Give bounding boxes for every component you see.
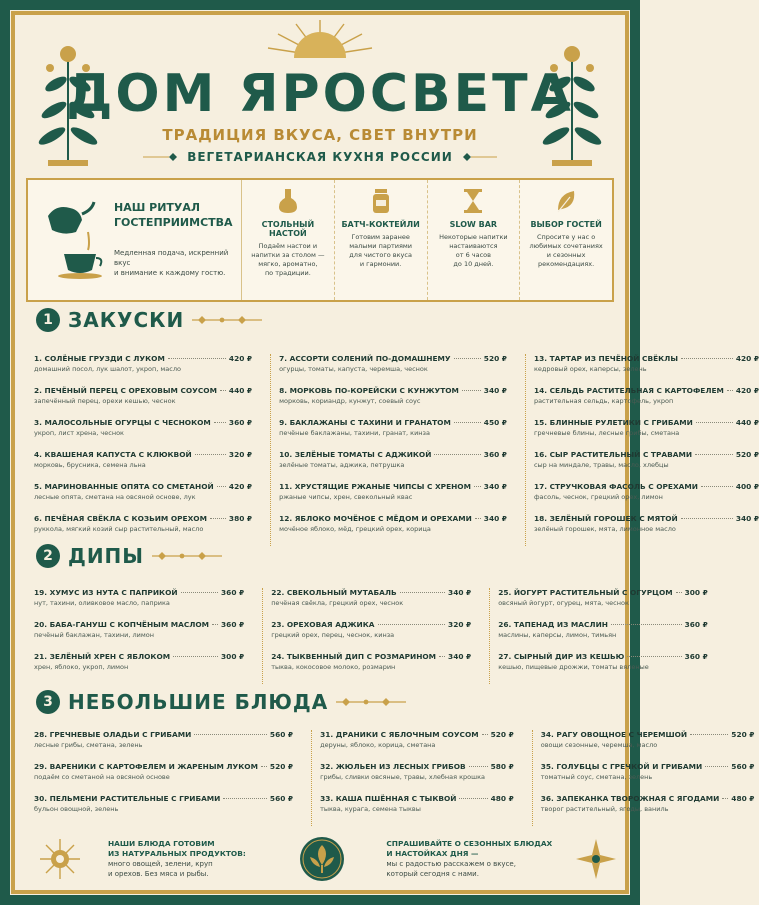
menu-item [34, 794, 293, 826]
menu-item [279, 354, 507, 386]
ornament-divider-icon [152, 551, 222, 561]
dish-name: 10. ЗЕЛЁНЫЕ ТОМАТЫ С АДЖИКОЙ [279, 450, 432, 459]
dish-name: 32. ЖЮЛЬЕН ИЗ ЛЕСНЫХ ГРИБОВ [320, 762, 466, 771]
section-heading [36, 690, 406, 714]
menu-footer [22, 830, 618, 888]
leader-dots [701, 486, 733, 487]
menu-item [271, 588, 471, 620]
menu-item [320, 730, 514, 762]
dish-description: растительная сельдь, картофель, укроп [533, 397, 674, 405]
footer-right-title2: И НАСТОЙКАХ ДНЯ — [386, 849, 479, 858]
menu-column [34, 354, 252, 546]
dish-price: 380 ₽ [228, 514, 253, 523]
leader-dots [195, 454, 226, 455]
section-title: ЗАКУСКИ [68, 308, 185, 332]
decanter-icon [276, 188, 300, 214]
dish-name: 7. АССОРТИ СОЛЕНИЙ ПО-ДОМАШНЕМУ [279, 354, 451, 363]
leader-dots [212, 624, 218, 625]
section-number: 2 [36, 544, 60, 568]
leader-dots [705, 766, 728, 767]
dish-description: печёные баклажаны, тахини, гранат, кинза [279, 429, 430, 437]
dish-description: зелёные томаты, аджика, петрушка [279, 461, 405, 469]
feature-title: ВЫБОР ГОСТЕЙ [530, 220, 602, 229]
menu-item [320, 794, 514, 826]
menu-item [34, 762, 293, 794]
leader-dots [454, 422, 481, 423]
menu-item [534, 418, 759, 450]
dish-price: 420 ₽ [735, 386, 759, 395]
dish-description: мочёное яблоко, мёд, грецкий орех, корица [279, 525, 431, 533]
menu-header [22, 18, 618, 170]
section-number: 3 [36, 690, 60, 714]
feature-desc-line: рекомендациях. [538, 260, 595, 268]
ornament-divider-icon [192, 315, 262, 325]
footer-seasonal-note [386, 839, 568, 879]
feature-desc-line: Подаём настои и [258, 242, 318, 250]
menu-item [320, 762, 514, 794]
leader-dots [168, 358, 226, 359]
dish-name: 29. ВАРЕНИКИ С КАРТОФЕЛЕМ И ЖАРЕНЫМ ЛУКОМ [34, 762, 258, 771]
dish-description: огурцы, томаты, капуста, черемша, чеснок [279, 365, 428, 373]
hospitality-ritual-box [26, 178, 614, 302]
ritual-intro [28, 180, 242, 300]
dish-description: овощи сезонные, черемша, масло [540, 741, 658, 749]
menu-grid [34, 730, 755, 826]
menu-item [534, 514, 759, 546]
menu-item [279, 386, 507, 418]
ritual-title-line1: НАШ РИТУАЛ [114, 201, 201, 214]
feature-desc-line: до 10 дней. [453, 260, 494, 268]
dish-price: 300 ₽ [221, 652, 245, 661]
dish-description: зелёный горошек, мята, лимонное масло [533, 525, 676, 533]
dish-description: руккола, мягкий козий сыр растительный, масло [34, 525, 204, 533]
ritual-desc-line2: и внимание к каждому гостю. [114, 269, 226, 277]
diamond-ornament-icon [143, 152, 177, 162]
menu-item [534, 354, 759, 386]
dish-description: грибы, сливки овсяные, травы, хлебная крошка [320, 773, 486, 781]
dish-price: 440 ₽ [735, 418, 759, 427]
feature-desc-line: настаиваются [449, 242, 498, 250]
dish-name: 19. ХУМУС ИЗ НУТА С ПАПРИКОЙ [34, 588, 178, 597]
feature-table-infusion [242, 180, 335, 300]
dish-name: 24. ТЫКВЕННЫЙ ДИП С РОЗМАРИНОМ [271, 652, 437, 661]
dish-price: 340 ₽ [483, 386, 507, 395]
menu-item [34, 730, 293, 762]
leader-dots [454, 358, 481, 359]
dish-name: 15. БЛИННЫЕ РУЛЕТИКИ С ГРИБАМИ [533, 418, 693, 427]
section-heading [36, 308, 262, 332]
feature-desc-line: от 6 часов [455, 251, 491, 259]
leader-dots [462, 390, 481, 391]
dish-description: ржаные чипсы, хрен, свекольный квас [279, 493, 413, 501]
leader-dots [217, 486, 226, 487]
leader-dots [400, 592, 445, 593]
feature-desc-line: любимых сочетаниях [529, 242, 603, 250]
feature-guest-choice [520, 180, 612, 300]
dish-name: 9. БАКЛАЖАНЫ С ТАХИНИ И ГРАНАТОМ [279, 418, 451, 427]
dish-price: 420 ₽ [735, 354, 759, 363]
dish-description: кедровый орех, каперсы, зелень [533, 365, 647, 373]
dish-price: 360 ₽ [483, 450, 507, 459]
section-heading [36, 544, 222, 568]
dish-name: 17. СТРУЧКОВАЯ ФАСОЛЬ С ОРЕХАМИ [533, 482, 698, 491]
jar-icon [369, 188, 393, 214]
leader-dots [459, 798, 487, 799]
dish-description: сыр на миндале, травы, масло, хлебцы [533, 461, 669, 469]
dish-description: запечённый перец, орехи кешью, чеснок [34, 397, 176, 405]
leader-dots [469, 766, 488, 767]
dish-description: кешью, пищевые дрожжи, томаты вяленые [498, 663, 649, 671]
leader-dots [627, 656, 681, 657]
restaurant-subtitle: ТРАДИЦИЯ ВКУСА, СВЕТ ВНУТРИ [162, 126, 478, 144]
dish-description: морковь, брусника, семена льна [34, 461, 146, 469]
menu-item [279, 450, 507, 482]
dish-description: овсяный йогурт, огурец, мята, чеснок [498, 599, 629, 607]
dish-name: 22. СВЕКОЛЬНЫЙ МУТАБАЛЬ [271, 588, 397, 597]
dish-description: укроп, лист хрена, чеснок [34, 429, 124, 437]
menu-item [541, 730, 755, 762]
menu-grid [34, 354, 759, 546]
feature-desc-line: малыми партиями [349, 242, 413, 250]
dish-price: 520 ₽ [731, 730, 755, 739]
footer-right-text1: мы с радостью расскажем о вкусе, [386, 860, 516, 868]
cuisine-label: ВЕГЕТАРИАНСКАЯ КУХНЯ РОССИИ [187, 150, 453, 164]
sunrise-icon [260, 18, 380, 58]
dish-price: 360 ₽ [221, 588, 245, 597]
dish-price: 520 ₽ [483, 354, 507, 363]
menu-column [525, 354, 759, 546]
dish-description: творог растительный, ягоды, ваниль [540, 805, 669, 813]
dish-name: 25. ЙОГУРТ РАСТИТЕЛЬНЫЙ С ОГУРЦОМ [498, 588, 673, 597]
dish-name: 28. ГРЕЧНЕВЫЕ ОЛАДЬИ С ГРИБАМИ [34, 730, 192, 739]
dish-price: 400 ₽ [735, 482, 759, 491]
menu-column [489, 588, 708, 684]
dish-description: маслины, каперсы, лимон, тимьян [498, 631, 617, 639]
dish-description: томатный соус, сметана, зелень [540, 773, 653, 781]
feature-title: БАТЧ-КОКТЕЙЛИ [341, 220, 420, 229]
dish-price: 520 ₽ [269, 762, 294, 771]
diamond-ornament-icon [463, 152, 497, 162]
dish-name: 30. ПЕЛЬМЕНИ РАСТИТЕЛЬНЫЕ С ГРИБАМИ [34, 794, 221, 803]
ritual-desc-line1: Медленная подача, искренний вкус [114, 249, 229, 267]
feature-desc-line: по традиции. [264, 269, 311, 277]
menu-column [311, 730, 514, 826]
restaurant-title: ДОМ ЯРОСВЕТА [66, 64, 574, 124]
leader-dots [439, 656, 445, 657]
leader-dots [214, 422, 226, 423]
dish-name: 26. ТАПЕНАД ИЗ МАСЛИН [498, 620, 608, 629]
feature-slow-bar [428, 180, 521, 300]
menu-item [534, 450, 759, 482]
sun-ornament-icon [574, 837, 618, 881]
dish-description: тыква, кокосовое молоко, розмарин [271, 663, 396, 671]
footer-natural-products [108, 839, 262, 879]
leader-dots [220, 390, 226, 391]
menu-item [279, 418, 507, 450]
leader-dots [482, 734, 488, 735]
dish-name: 33. КАША ПШЁННАЯ С ТЫКВОЙ [320, 794, 457, 803]
menu-item [541, 762, 755, 794]
feature-title: СТОЛЬНЫЙ НАСТОЙ [261, 220, 315, 238]
menu-column [270, 354, 507, 546]
dish-description: подаём со сметаной на овсяной основе [34, 773, 170, 781]
menu-column [34, 730, 293, 826]
dish-description: грецкий орех, перец, чеснок, кинза [271, 631, 395, 639]
menu-item [34, 588, 244, 620]
dish-price: 420 ₽ [228, 354, 253, 363]
dish-price: 340 ₽ [448, 652, 472, 661]
dish-description: тыква, курага, семена тыквы [320, 805, 421, 813]
dish-name: 2. ПЕЧЁНЫЙ ПЕРЕЦ С ОРЕХОВЫМ СОУСОМ [34, 386, 217, 395]
dish-name: 3. МАЛОСОЛЬНЫЕ ОГУРЦЫ С ЧЕСНОКОМ [34, 418, 211, 427]
menu-page [22, 18, 759, 888]
menu-item [34, 620, 244, 652]
dish-price: 480 ₽ [731, 794, 755, 803]
menu-item [279, 514, 507, 546]
dish-name: 35. ГОЛУБЦЫ С ГРЕЧКОЙ И ГРИБАМИ [540, 762, 703, 771]
dish-price: 520 ₽ [490, 730, 514, 739]
sun-ornament-icon [38, 837, 82, 881]
leader-dots [727, 390, 733, 391]
ornament-divider-icon [336, 697, 406, 707]
dish-price: 340 ₽ [448, 588, 472, 597]
dish-price: 360 ₽ [221, 620, 245, 629]
menu-item [279, 482, 507, 514]
footer-left-title2: ИЗ НАТУРАЛЬНЫХ ПРОДУКТОВ: [108, 849, 246, 858]
dish-name: 4. КВАШЕНАЯ КАПУСТА С КЛЮКВОЙ [34, 450, 192, 459]
section-title: НЕБОЛЬШИЕ БЛЮДА [68, 690, 329, 714]
dish-price: 340 ₽ [735, 514, 759, 523]
dish-price: 480 ₽ [490, 794, 514, 803]
menu-item [34, 418, 252, 450]
menu-item [498, 588, 708, 620]
section-number: 1 [36, 308, 60, 332]
leader-dots [676, 592, 682, 593]
footer-left-title1: НАШИ БЛЮДА ГОТОВИМ [108, 839, 215, 848]
dish-description: деруны, яблоко, корица, сметана [320, 741, 436, 749]
dish-description: лесные опята, сметана на овсяной основе, лук [34, 493, 196, 501]
dish-description: бульон овощной, зелень [34, 805, 119, 813]
dish-name: 11. ХРУСТЯЩИЕ РЖАНЫЕ ЧИПСЫ С ХРЕНОМ [279, 482, 471, 491]
hourglass-icon [461, 188, 485, 214]
feature-desc-line: мягко, ароматно, [258, 260, 318, 268]
menu-item [534, 386, 759, 418]
leaf-emblem-icon [298, 835, 346, 883]
menu-column [34, 588, 244, 684]
dish-name: 5. МАРИНОВАННЫЕ ОПЯТА СО СМЕТАНОЙ [34, 482, 214, 491]
leader-dots [611, 624, 682, 625]
leaf-icon [554, 188, 578, 214]
dish-price: 360 ₽ [684, 652, 708, 661]
feature-desc-line: для чистого вкуса [349, 251, 412, 259]
dish-description: печёный баклажан, тахини, лимон [34, 631, 154, 639]
dish-description: морковь, кориандр, кунжут, соевый соус [279, 397, 421, 405]
dish-name: 23. ОРЕХОВАЯ АДЖИКА [271, 620, 375, 629]
dish-price: 360 ₽ [228, 418, 253, 427]
dish-price: 300 ₽ [684, 588, 708, 597]
dish-price: 420 ₽ [228, 482, 253, 491]
dish-price: 320 ₽ [448, 620, 472, 629]
leader-dots [210, 518, 226, 519]
leader-dots [690, 734, 728, 735]
menu-column [262, 588, 471, 684]
dish-name: 12. ЯБЛОКО МОЧЁНОЕ С МЁДОМ И ОРЕХАМИ [279, 514, 472, 523]
menu-item [34, 514, 252, 546]
dish-name: 36. ЗАПЕКАНКА ТВОРОЖНАЯ С ЯГОДАМИ [540, 794, 720, 803]
dish-name: 27. СЫРНЫЙ ДИР ИЗ КЕШЬЮ [498, 652, 625, 661]
leader-dots [173, 656, 218, 657]
leader-dots [181, 592, 218, 593]
section-title: ДИПЫ [68, 544, 145, 568]
menu-item [534, 482, 759, 514]
dish-price: 340 ₽ [483, 514, 507, 523]
dish-description: хрен, яблоко, укроп, лимон [34, 663, 129, 671]
ritual-title-line2: ГОСТЕПРИИМСТВА [114, 216, 233, 229]
menu-item [34, 386, 252, 418]
dish-price: 450 ₽ [483, 418, 507, 427]
leader-dots [696, 422, 733, 423]
leader-dots [475, 518, 481, 519]
dish-description: лесные грибы, сметана, зелень [34, 741, 143, 749]
dish-name: 16. СЫР РАСТИТЕЛЬНЫЙ С ТРАВАМИ [533, 450, 693, 459]
dish-description: гречневые блины, лесные грибы, сметана [533, 429, 680, 437]
feature-desc-line: Спросите у нас о [536, 233, 596, 241]
cuisine-line [22, 150, 618, 164]
menu-column [532, 730, 755, 826]
dish-price: 360 ₽ [684, 620, 708, 629]
feature-desc-line: напитки за столом — [251, 251, 325, 259]
menu-item [34, 482, 252, 514]
footer-left-text2: и орехов. Без мяса и рыбы. [108, 870, 209, 878]
leader-dots [194, 734, 267, 735]
leader-dots [681, 518, 733, 519]
leader-dots [695, 454, 733, 455]
leader-dots [722, 798, 728, 799]
feature-title: SLOW BAR [449, 220, 498, 229]
dish-price: 340 ₽ [483, 482, 507, 491]
feature-desc-line: Некоторые напитки [439, 233, 508, 241]
leader-dots [434, 454, 480, 455]
menu-item [34, 354, 252, 386]
dish-price: 560 ₽ [269, 730, 294, 739]
feature-desc-line: и сезонных [546, 251, 586, 259]
dish-name: 21. ЗЕЛЁНЫЙ ХРЕН С ЯБЛОКОМ [34, 652, 171, 661]
feature-desc-line: и гармонии. [359, 260, 402, 268]
dish-name: 34. РАГУ ОВОЩНОЕ С ЧЕРЕМШОЙ [540, 730, 688, 739]
menu-grid [34, 588, 708, 684]
dish-name: 8. МОРКОВЬ ПО-КОРЕЙСКИ С КУНЖУТОМ [279, 386, 459, 395]
leader-dots [474, 486, 481, 487]
dish-description: домашний посол, лук шалот, укроп, масло [34, 365, 181, 373]
dish-price: 580 ₽ [490, 762, 514, 771]
dish-description: нут, тахини, оливковое масло, паприка [34, 599, 170, 607]
menu-item [34, 652, 244, 684]
dish-price: 440 ₽ [228, 386, 253, 395]
dish-description: фасоль, чеснок, грецкий орех, лимон [533, 493, 663, 501]
menu-item [498, 652, 708, 684]
dish-name: 13. ТАРТАР ИЗ ПЕЧЁНОЙ СВЁКЛЫ [533, 354, 678, 363]
feature-batch-cocktails [335, 180, 428, 300]
dish-name: 6. ПЕЧЁНАЯ СВЁКЛА С КОЗЬИМ ОРЕХОМ [34, 514, 207, 523]
menu-item [541, 794, 755, 826]
leader-dots [261, 766, 267, 767]
dish-name: 20. БАБА-ГАНУШ С КОПЧЁНЫМ МАСЛОМ [34, 620, 210, 629]
dish-name: 1. СОЛЁНЫЕ ГРУЗДИ С ЛУКОМ [34, 354, 165, 363]
leader-dots [378, 624, 446, 625]
dish-name: 14. СЕЛЬДЬ РАСТИТЕЛЬНАЯ С КАРТОФЕЛЕМ [533, 386, 724, 395]
feature-desc-line: Готовим заранее [351, 233, 410, 241]
leader-dots [681, 358, 733, 359]
dish-price: 320 ₽ [228, 450, 253, 459]
dish-price: 520 ₽ [735, 450, 759, 459]
dish-price: 560 ₽ [269, 794, 294, 803]
footer-right-title1: СПРАШИВАЙТЕ О СЕЗОННЫХ БЛЮДАХ [386, 839, 553, 848]
dish-name: 31. ДРАНИКИ С ЯБЛОЧНЫМ СОУСОМ [320, 730, 479, 739]
leader-dots [223, 798, 267, 799]
teapot-icon [36, 192, 106, 282]
menu-item [271, 620, 471, 652]
menu-item [498, 620, 708, 652]
dish-description: печёная свёкла, грецкий орех, чеснок [271, 599, 404, 607]
dish-price: 560 ₽ [731, 762, 755, 771]
footer-left-text1: много овощей, зелени, круп [108, 860, 213, 868]
menu-item [34, 450, 252, 482]
menu-item [271, 652, 471, 684]
dish-name: 18. ЗЕЛЁНЫЙ ГОРОШЕК С МЯТОЙ [533, 514, 678, 523]
footer-right-text2: который сегодня с нами. [386, 870, 479, 878]
